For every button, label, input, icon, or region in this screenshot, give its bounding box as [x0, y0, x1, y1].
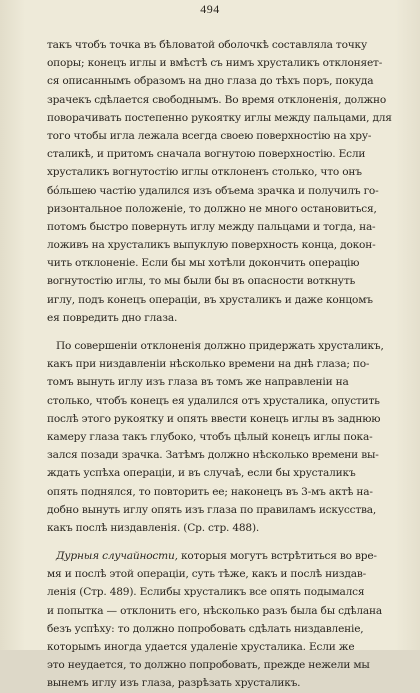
text-line: томъ вынуть иглу изъ глаза въ томъ же направленіи на	[47, 376, 349, 389]
text-line: послѣ этого рукоятку и опять ввести конецъ иглы въ заднюю	[47, 412, 381, 425]
text-line: опоры; конецъ иглы и вмѣстѣ съ нимъ хрусталикъ отклоняет-	[47, 57, 383, 70]
paragraph-needle-technique	[0, 36, 420, 327]
text-line: какъ при низдавленіи нѣсколько времени на днѣ глаза; по-	[47, 358, 370, 371]
text-line: и попытка — отклонить его, нѣсколько разъ была бы сдѣлана	[47, 604, 382, 617]
text-line: ризонтальное положеніе, то должно не много остановиться,	[47, 202, 377, 215]
text-line: столько, чтобъ конецъ ея удалился отъ хрусталика, опустить	[47, 394, 380, 407]
text-line: По совершеніи отклоненія должно придержать хрусталикъ,	[56, 340, 384, 352]
text-line: ленія (Стр. 489). Еслибы хрусталикъ все опять подымался	[47, 586, 365, 599]
body-text	[0, 36, 420, 693]
text-line: мя и послѣ этой операціи, суть тѣже, какъ и послѣ низдав-	[47, 568, 366, 581]
text-line: иглу, подъ конецъ операціи, въ хрусталикъ и даже концомъ	[47, 293, 373, 306]
paragraph-complications	[0, 547, 420, 693]
paragraph-spacer	[0, 537, 420, 547]
text-line: зрачекъ сдѣлается свободнымъ. Во время отклоненія, должно	[47, 93, 387, 106]
text-line: чить отклоненіе. Если бы мы хотѣли докончить операцію	[47, 257, 360, 270]
text-line: какъ послѣ низдавленія. (Ср. стр. 488).	[47, 521, 260, 534]
text-line: такъ чтобъ точка въ бѣловатой оболочкѣ составляла точку	[47, 39, 368, 51]
text-line	[0, 547, 420, 565]
paragraph-spacer	[0, 327, 420, 337]
text-line: сталикѣ, и притомъ сначала вогнутою поверхностію. Если	[47, 148, 366, 161]
paragraph-after-reclination	[0, 337, 420, 537]
text-line: того чтобы игла лежала всегда своею поверхностію на хру-	[47, 129, 372, 142]
text-line: бо́льшею частію удалился изъ объема зрачка и получилъ го-	[47, 184, 379, 197]
text-line: камеру глаза такъ глубоко, чтобъ цѣлый конецъ иглы пока-	[47, 430, 373, 443]
text-line: ея повредить дно глаза.	[47, 311, 178, 324]
text-line: ложивъ на хрусталикъ выпуклую поверхность конца, докон-	[47, 239, 376, 252]
text-line: зался позади зрачка. Затѣмъ должно нѣсколько времени вы-	[47, 449, 379, 462]
text-line: опять поднялся, то повторить ее; наконецъ въ 3-мъ актѣ на-	[47, 485, 373, 498]
text-line: поворачивать постепенно рукоятку иглы между пальцами, для	[47, 111, 392, 124]
text-line-rest: которыя могутъ встрѣтиться во вре-	[177, 550, 377, 563]
text-line: это неудается, то должно попробовать, прежде нежели мы	[47, 659, 370, 672]
text-line: потомъ быстро повернуть иглу между пальцами и тогда, на-	[47, 220, 376, 233]
text-line: вынемъ иглу изъ глаза, разрѣзать хрусталикъ.	[47, 677, 301, 690]
text-line: вогнутостію иглы, то мы были бы въ опасности воткнуть	[47, 275, 356, 288]
italic-lead-term: Дурныя случайности,	[56, 550, 178, 563]
text-line: которымъ иногда удается удаленіе хрусталика. Если же	[47, 641, 355, 653]
text-line: хрусталикъ вогнутостію иглы отклоненъ столько, что онъ	[47, 166, 362, 179]
text-line: ждать успѣха операціи, и въ случаѣ, если бы хрусталикъ	[47, 467, 356, 480]
text-line: безъ успѣху: то должно попробовать сдѣлать низдавленіе,	[47, 622, 364, 635]
text-line: добно вынуть иглу опять изъ глаза по правиламъ искусства,	[47, 503, 377, 516]
page-number: 494	[200, 2, 220, 16]
text-line: ся описаннымъ образомъ на дно глаза до тѣхъ поръ, покуда	[47, 75, 374, 88]
